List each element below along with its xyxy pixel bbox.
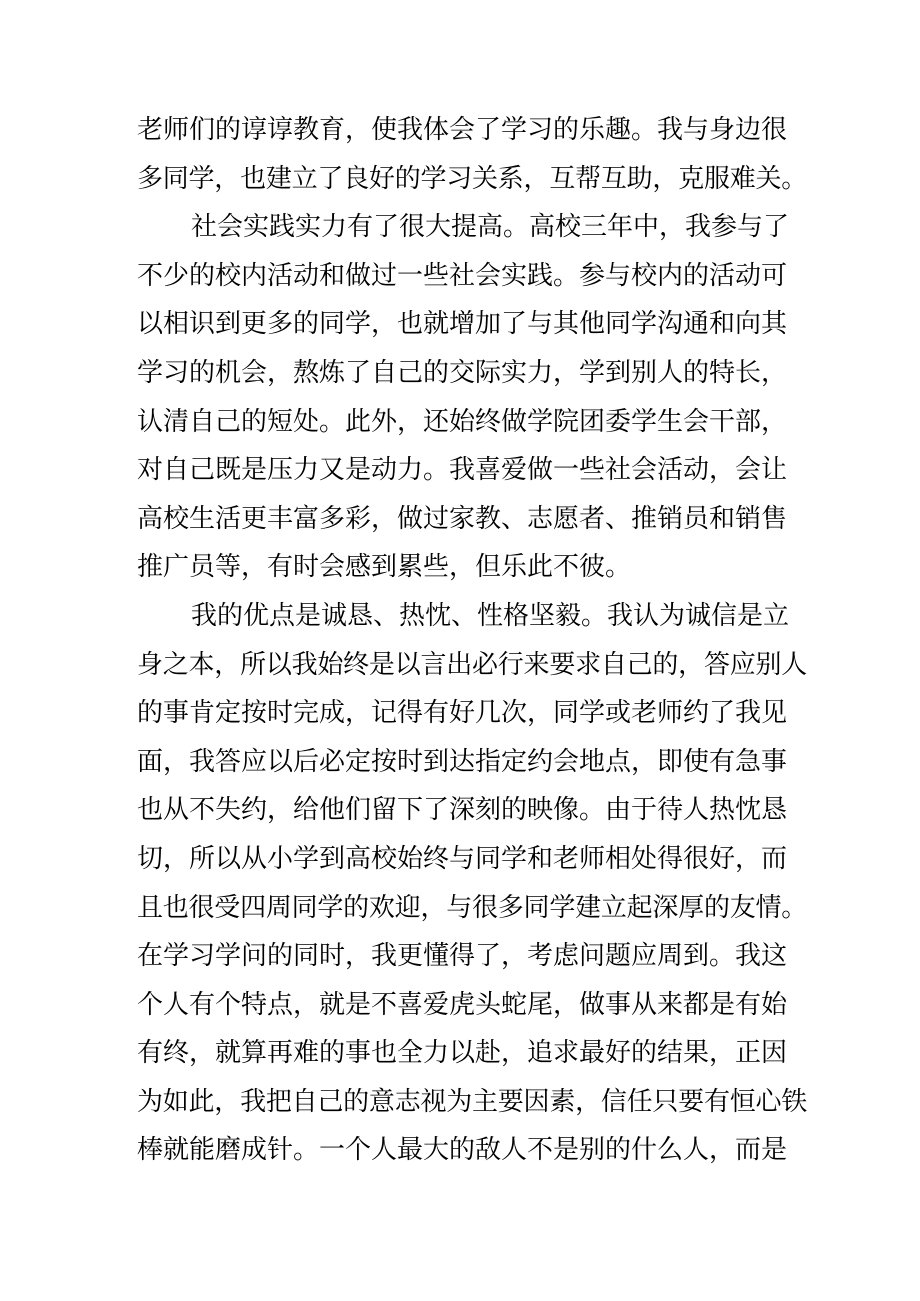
text-line: 身之本，所以我始终是以言出必行来要求自己的，答应别人 <box>137 649 808 680</box>
text-line: 也从不失约，给他们留下了深刻的映像。由于待人热忱恳 <box>137 795 788 826</box>
text-line: 多同学，也建立了良好的学习关系，互帮互助，克服难关。 <box>137 163 808 194</box>
text-line: 我的优点是诚恳、热忱、性格坚毅。我认为诚信是立 <box>191 600 790 631</box>
body-text <box>137 106 807 1175</box>
text-line: 推广员等，有时会感到累些，但乐此不彼。 <box>137 552 632 583</box>
text-line: 棒就能磨成针。一个人最大的敌人不是别的什么人，而是 <box>137 1135 788 1166</box>
text-line: 有终，就算再难的事也全力以赴，追求最好的结果，正因 <box>137 1038 788 1069</box>
text-line: 高校生活更丰富多彩，做过家教、志愿者、推销员和销售 <box>137 503 788 534</box>
text-line: 个人有个特点，就是不喜爱虎头蛇尾，做事从来都是有始 <box>137 989 788 1020</box>
text-line: 认清自己的短处。此外，还始终做学院团委学生会干部， <box>137 406 788 437</box>
text-line: 在学习学问的同时，我更懂得了，考虑问题应周到。我这 <box>137 941 788 972</box>
text-line: 学习的机会，熬炼了自己的交际实力，学到别人的特长， <box>137 357 788 388</box>
text-line: 老师们的谆谆教育，使我体会了学习的乐趣。我与身边很 <box>137 115 788 145</box>
text-line: 不少的校内活动和做过一些社会实践。参与校内的活动可 <box>137 260 788 291</box>
text-line: 社会实践实力有了很大提高。高校三年中，我参与了 <box>191 212 790 243</box>
text-line: 以相识到更多的同学，也就增加了与其他同学沟通和向其 <box>137 309 788 340</box>
text-line: 的事肯定按时完成，记得有好几次，同学或老师约了我见 <box>137 698 788 729</box>
text-line: 且也很受四周同学的欢迎，与很多同学建立起深厚的友情。 <box>137 892 808 923</box>
text-line: 为如此，我把自己的意志视为主要因素，信任只要有恒心铁 <box>137 1086 808 1117</box>
text-line: 面，我答应以后必定按时到达指定约会地点，即使有急事 <box>137 746 788 777</box>
text-line: 对自己既是压力又是动力。我喜爱做一些社会活动，会让 <box>137 455 788 486</box>
text-line: 切，所以从小学到高校始终与同学和老师相处得很好，而 <box>137 843 788 874</box>
